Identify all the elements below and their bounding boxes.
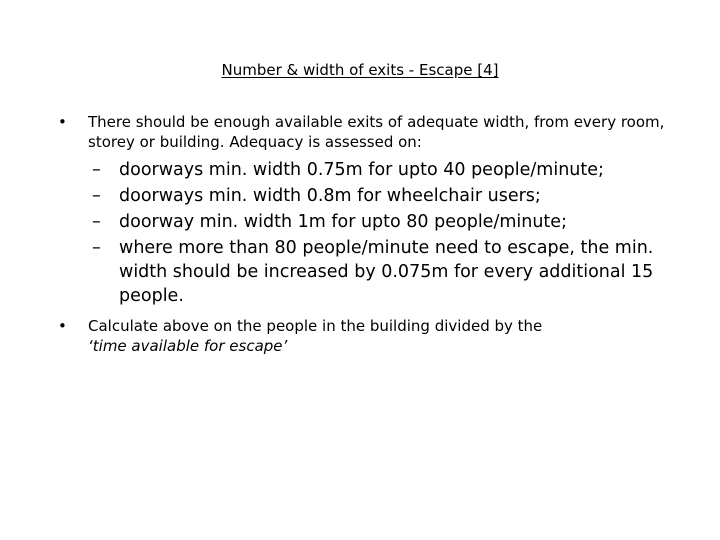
italic-phrase: ‘time available for escape’: [88, 337, 288, 355]
dash-marker: –: [92, 160, 101, 180]
sub-bullet-item: [92, 158, 678, 182]
bullet-item: [58, 316, 678, 356]
dash-marker: –: [92, 238, 101, 258]
bullet-marker: •: [58, 317, 67, 335]
bullet-text: Calculate above on the people in the building divided by the: [88, 317, 543, 335]
sub-bullet-text: doorway min. width 1m for upto 80 people/minute;: [119, 212, 567, 232]
slide-title: Number & width of exits - Escape [4]: [221, 61, 499, 79]
sub-bullet-item: [92, 210, 678, 234]
bullet-text: There should be enough available exits of adequate width, from every room, storey or building. Adequacy is assessed on:: [88, 113, 665, 151]
sub-bullet-text: doorways min. width 0.75m for upto 40 people/minute;: [119, 160, 604, 180]
dash-marker: –: [92, 186, 101, 206]
sub-bullet-item: [92, 236, 678, 308]
dash-marker: –: [92, 212, 101, 232]
sub-bullet-text: doorways min. width 0.8m for wheelchair users;: [119, 186, 541, 206]
sub-bullet-list: [88, 158, 678, 308]
sub-bullet-text: where more than 80 people/minute need to escape, the min. width should be increased by 0.075m for every additional 15 people.: [119, 238, 654, 306]
bullet-list: [58, 112, 678, 356]
bullet-marker: •: [58, 113, 67, 131]
bullet-item: [58, 112, 678, 308]
sub-bullet-item: [92, 184, 678, 208]
